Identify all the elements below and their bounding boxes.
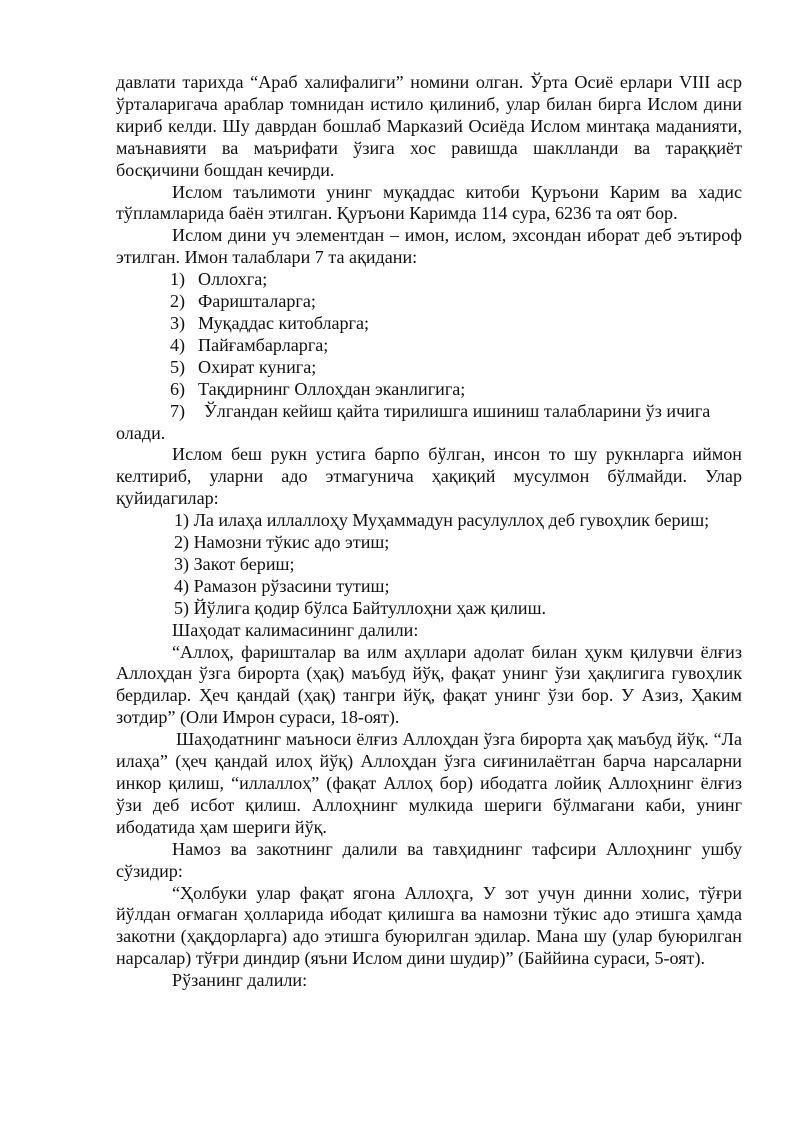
paragraph-shahada-meaning: Шаҳодатнинг маъноси ёлғиз Аллоҳдан ўзга бирорта ҳақ маъбуд йўқ. “Ла илаҳа” (ҳеч қандай илоҳ йўқ) Аллоҳдан ўзга сиғинилаётган барча нарсаларни инкор қилиш, “иллаллоҳ” (фақат Аллоҳ бор) ибодатга лойиқ Аллоҳнинг ёлғиз ўзи деб исбот қилиш. Аллоҳнинг мулкида шериги бўлмагани каби, унинг ибодатида ҳам шериги йўқ. [116, 729, 742, 837]
list-item: 1) Оллохга; [170, 269, 268, 290]
list-item: 1) Ла илаҳа иллаллоҳу Муҳаммадун расулуллоҳ деб гувоҳлик бериш; [174, 510, 710, 531]
document-page [116, 72, 742, 992]
list-item: 7) Ўлгандан кейиш қайта тирилишга ишиниш талабларини ўз ичига [170, 400, 711, 421]
list-item: 5) Йўлига қодир бўлса Байтуллоҳни ҳаж қилиш. [174, 597, 547, 618]
paragraph-shahada-quote: “Аллоҳ, фаришталар ва илм аҳллари адолат билан ҳукм қилувчи ёлғиз Аллоҳдан ўзга бирорта (ҳақ) маъбуд йўқ, фақат унинг ўзи ҳақлигига гувоҳлик бердилар. Ҳеч қандай (ҳақ) тангри йўқ, фақат унинг ўзи бор. У Азиз, Ҳаким зотдир” (Оли Имрон сураси, 18-оят). [116, 641, 742, 728]
paragraph-history: давлати тарихда “Араб халифалиги” номини олган. Ўрта Осиё ерлари VIII аср ўрталаригача араблар томнидан истило қилиниб, улар билан бирга Ислом дини кириб келди. Шу даврдан бошлаб Марказий Осиёда Ислом минтақа маданияти, маънавияти ва маърифати ўзига хос равишда шаклланди ва тараққиёт босқичини бошдан кечирди. [116, 72, 742, 180]
paragraph-shahada-heading: Шаҳодат калимасининг далили: [172, 619, 419, 640]
list-item: 3) Муқаддас китобларга; [170, 312, 370, 333]
paragraph-namaz-heading: Намоз ва закотнинг далили ва тавҳиднинг тафсири Аллоҳнинг ушбу сўзидир: [116, 838, 742, 881]
paragraph-quran: Ислом таълимоти унинг муқаддас китоби Қуръони Карим ва хадис тўпламларида баён этилган. Қуръони Каримда 114 сура, 6236 та оят бор. [116, 181, 742, 224]
paragraph-elements: Ислом дини уч элементдан – имон, ислом, эхсондан иборат деб эътироф этилган. Имон талаблари 7 та ақидани: [116, 225, 742, 268]
paragraph-pillars-intro: Ислом беш рукн устига барпо бўлган, инсон то шу рукнларга иймон келтириб, уларни адо этмагунича ҳақиқий мусулмон бўлмайди. Улар қуйидагилар: [116, 444, 742, 509]
paragraph-namaz-quote: “Ҳолбуки улар фақат ягона Аллоҳга, У зот учун динни холис, тўғри йўлдан оғмаган ҳолларида ибодат қилишга ва намозни тўкис адо этишга ҳамда закотни (ҳақдорларга) адо этишга буюрилган эдилар. Мана шу (улар буюрилган нарсалар) тўғри диндир (яъни Ислом дини шудир)” (Баййина сураси, 5-оят). [116, 882, 742, 969]
list-item: 6) Тақдирнинг Оллоҳдан эканлигига; [170, 378, 466, 399]
list-item: 2) Намозни тўкис адо этиш; [174, 532, 390, 553]
paragraph-creeds-tail: олади. [116, 422, 166, 443]
list-item: 4) Рамазон рўзасини тутиш; [174, 575, 390, 596]
paragraph-fasting-heading: Рўзанинг далили: [172, 970, 308, 991]
list-item: 3) Закот бериш; [174, 553, 295, 574]
creeds-list [116, 269, 742, 422]
list-item: 2) Фаришталарга; [170, 291, 316, 312]
pillars-list [116, 510, 742, 620]
list-item: 5) Охират кунига; [170, 356, 317, 377]
list-item: 4) Пайғамбарларга; [170, 334, 329, 355]
